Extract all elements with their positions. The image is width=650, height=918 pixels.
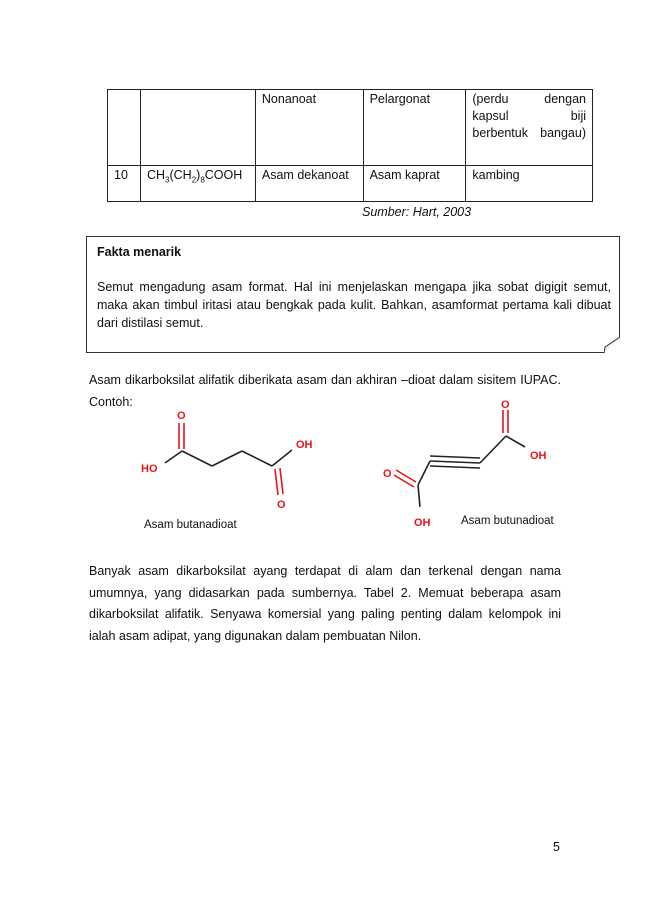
atom-label: O bbox=[177, 410, 186, 422]
atom-label: OH bbox=[530, 450, 547, 462]
table-row bbox=[108, 166, 593, 202]
butynedioic-acid-structure bbox=[370, 393, 580, 538]
table-row bbox=[108, 90, 593, 166]
structure-label: Asam butunadioat bbox=[461, 515, 554, 527]
cell-no: 10 bbox=[108, 166, 141, 202]
cell-formula: $CH_3(CH_2)_8COOH$ bbox=[140, 166, 255, 202]
cell-name: Asam dekanoat bbox=[255, 166, 363, 202]
cell-source: (perdu dengan kapsul biji berbentuk bangau) bbox=[466, 90, 593, 166]
structure-label: Asam butanadioat bbox=[144, 519, 237, 531]
cell-formula bbox=[140, 90, 255, 166]
atom-label: OH bbox=[414, 517, 431, 529]
callout-text: Semut mengadung asam format. Hal ini menjelaskan mengapa jika sobat digigit semut, maka akan timbul iritasi atau bengkak pada kulit. Bahkan, asamformat pertama kali dibuat dari distilasi semut. bbox=[97, 280, 611, 330]
cell-name: Nonanoat bbox=[255, 90, 363, 166]
folded-corner-icon bbox=[604, 337, 620, 353]
atom-label: OH bbox=[296, 439, 313, 451]
acid-table bbox=[107, 89, 593, 202]
atom-label: O bbox=[501, 399, 510, 411]
cell-source: kambing bbox=[466, 166, 593, 202]
cell-trivial-name: Asam kaprat bbox=[363, 166, 466, 202]
table-caption: Sumber: Hart, 2003 bbox=[362, 205, 472, 219]
body-paragraph: Banyak asam dikarboksilat ayang terdapat di alam dan terkenal dengan nama umumnya, yang didasarkan pada sumbernya. Tabel 2. Memuat beberapa asam dikarboksilat alifatik. Senyawa komersial yang paling penting dalam kelompok ini ialah asam adipat, yang digunakan dalam pembuatan Nilon. bbox=[89, 564, 561, 643]
intro-paragraph: Asam dikarboksilat alifatik diberikata asam dan akhiran –dioat dalam sisitem IUPAC. Contoh: bbox=[89, 373, 561, 409]
butanedioic-acid-structure bbox=[120, 403, 330, 538]
callout-title: Fakta menarik bbox=[97, 245, 182, 259]
atom-label: HO bbox=[141, 463, 158, 475]
fakta-callout bbox=[86, 236, 620, 353]
atom-label: O bbox=[277, 499, 286, 511]
page-number: 5 bbox=[553, 840, 560, 854]
atom-label: O bbox=[383, 468, 392, 480]
cell-no bbox=[108, 90, 141, 166]
cell-trivial-name: Pelargonat bbox=[363, 90, 466, 166]
